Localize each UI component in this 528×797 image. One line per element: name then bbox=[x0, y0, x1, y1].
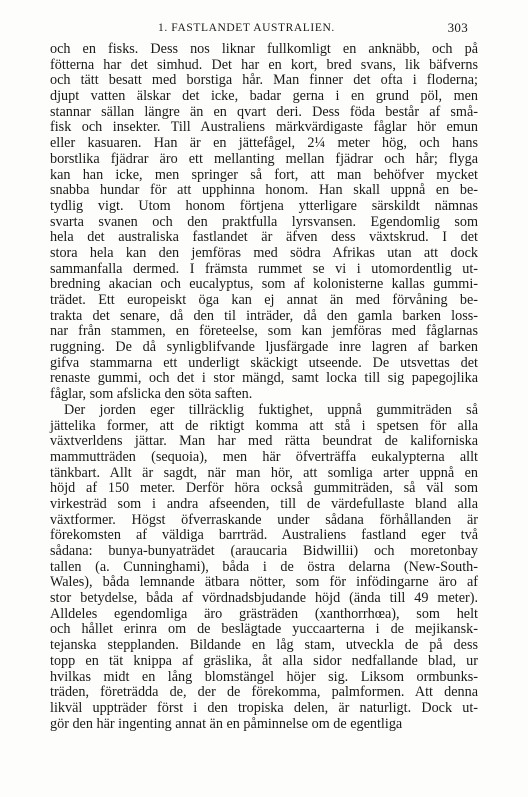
text-line: tydlig vigt. Utom honom förtjena ytterligare särskildt nämnas bbox=[50, 197, 478, 214]
text-line: nar från stammen, en företeelse, som kan jemföras med fåglarnas bbox=[50, 323, 478, 340]
text-line: sammanfalla dermed. I främsta rummet se vi i utomordentlig ut- bbox=[50, 260, 478, 277]
text-line: renaste gummi, och det i stor mängd, samt locka till sig papegojlika bbox=[50, 370, 478, 387]
text-line: mammutträden (sequoia), men här öfverträffa eukalypterna allt bbox=[50, 448, 478, 465]
text-line: Alldeles egendomliga äro grästräden (xanthorrhœa), som helt bbox=[50, 605, 478, 622]
text-line: växtverldens jättar. Man har med rätta beundrat de kaliforniska bbox=[50, 433, 478, 450]
text-line: tänkbart. Allt är sagdt, när man hör, att somliga arter uppnå en bbox=[50, 464, 478, 481]
text-line: och tätt besatt med borstiga hår. Man finner det ofta i floderna; bbox=[50, 72, 478, 89]
page-number: 303 bbox=[447, 20, 468, 35]
text-line: svarta svanen och den praktfulla lyrsvansen. Egendomlig som bbox=[50, 213, 478, 230]
text-line: förekomsten af väldiga barrträd. Australiens fastland eger två bbox=[50, 527, 478, 544]
text-line: gifva stammarna ett underligt skäckigt utseende. De utsvettas det bbox=[50, 354, 478, 371]
text-line: träden, företrädda de, der de förekomma, palmformen. Att denna bbox=[50, 684, 478, 701]
text-line: fisk och insekter. Till Australiens märkvärdigaste fåglar hör emun bbox=[50, 119, 478, 136]
running-head bbox=[60, 20, 468, 38]
text-line: eller kasuaren. Han är en jättefågel, 2¼ meter hög, och hans bbox=[50, 135, 478, 152]
text-line: och hållet erinra om de beslägtade yuccaarterna i de mejikansk- bbox=[50, 621, 478, 638]
text-line: hvilkas midt en lång blomstängel höjer sig. Liksom ormbunks- bbox=[50, 668, 478, 685]
text-line: Wales), båda lemnande ätbara nötter, som för infödingarne äro af bbox=[50, 574, 478, 591]
text-line: och en fisks. Dess nos liknar fullkomligt en anknäbb, och på bbox=[50, 41, 478, 57]
text-line: fåglar, som afslicka den söta saften. bbox=[50, 386, 253, 403]
text-line: höjd af 150 meter. Derför höra också gummiträden, så väl som bbox=[50, 480, 478, 497]
text-line: bredning akacian och eucalyptus, som af kolonisterne kallas gummi- bbox=[50, 276, 478, 293]
text-line: likväl uppträder först i den tropiska delen, är naturligt. Dock ut- bbox=[50, 699, 478, 716]
text-line: virkesträd som i andra afseenden, till de värdefullaste bland alla bbox=[50, 495, 478, 512]
text-line: kan han icke, men springer så fort, att man behöfver mycket bbox=[50, 166, 478, 183]
text-line: djupt vatten älskar det icke, badar gerna i en grund pöl, men bbox=[50, 88, 478, 105]
text-line: stora hela kan den jemföras med södra Afrikas utan att dock bbox=[50, 244, 478, 261]
text-line: stor betydelse, båda af vördnadsbjudande höjd (ända till 49 meter). bbox=[50, 590, 478, 607]
text-line: trakta det senare, då den til inträder, då den gamla barken loss- bbox=[50, 307, 478, 324]
text-line: hela det australiska fastlandet är äfven dess växtskrud. I det bbox=[50, 229, 478, 246]
text-line: fötterna har det simhud. Det har en kort, bred svans, lik bäfverns bbox=[50, 56, 478, 73]
text-line: stannar sällan längre än en qvart deri. Dess föda består af små- bbox=[50, 103, 478, 120]
text-line: sådana: bunya-bunyaträdet (araucaria Bidwillii) och moretonbay bbox=[50, 543, 478, 559]
text-line: snabba hundar för att upphinna honom. Han skall uppnå en be- bbox=[50, 182, 478, 199]
text-line: trädet. Ett europeiskt öga kan ej annat än med förvåning be- bbox=[50, 292, 478, 308]
text-line: växtformer. Högst öfverraskande under sådana förhållanden är bbox=[50, 511, 478, 528]
text-line: jättelika former, att de riktigt komma att stå i spetsen för alla bbox=[50, 417, 478, 434]
text-line: Der jorden eger tillräcklig fuktighet, uppnå gummiträden så bbox=[64, 401, 478, 418]
text-line: tejanska stepplanden. Bildande en låg stam, utveckla de på dess bbox=[50, 637, 478, 654]
chapter-title: 1. FASTLANDET AUSTRALIEN. bbox=[158, 22, 335, 34]
text-line: borstlika fjädrar äro ett mellanting mellan fjädrar och hår; flyga bbox=[50, 150, 478, 167]
text-line: gör den här ingenting annat än en påminnelse om de egentliga bbox=[50, 715, 403, 732]
text-line: tallen (a. Cunninghami), båda i de östra delarna (New-South- bbox=[50, 558, 478, 575]
body-text bbox=[50, 42, 478, 732]
text-line: ruggning. De då synligblifvande ljusfärgade inre lagren af barken bbox=[50, 339, 478, 356]
text-line: topp en tät knippa af gräslika, åt alla sidor nedfallande blad, ur bbox=[50, 652, 478, 669]
